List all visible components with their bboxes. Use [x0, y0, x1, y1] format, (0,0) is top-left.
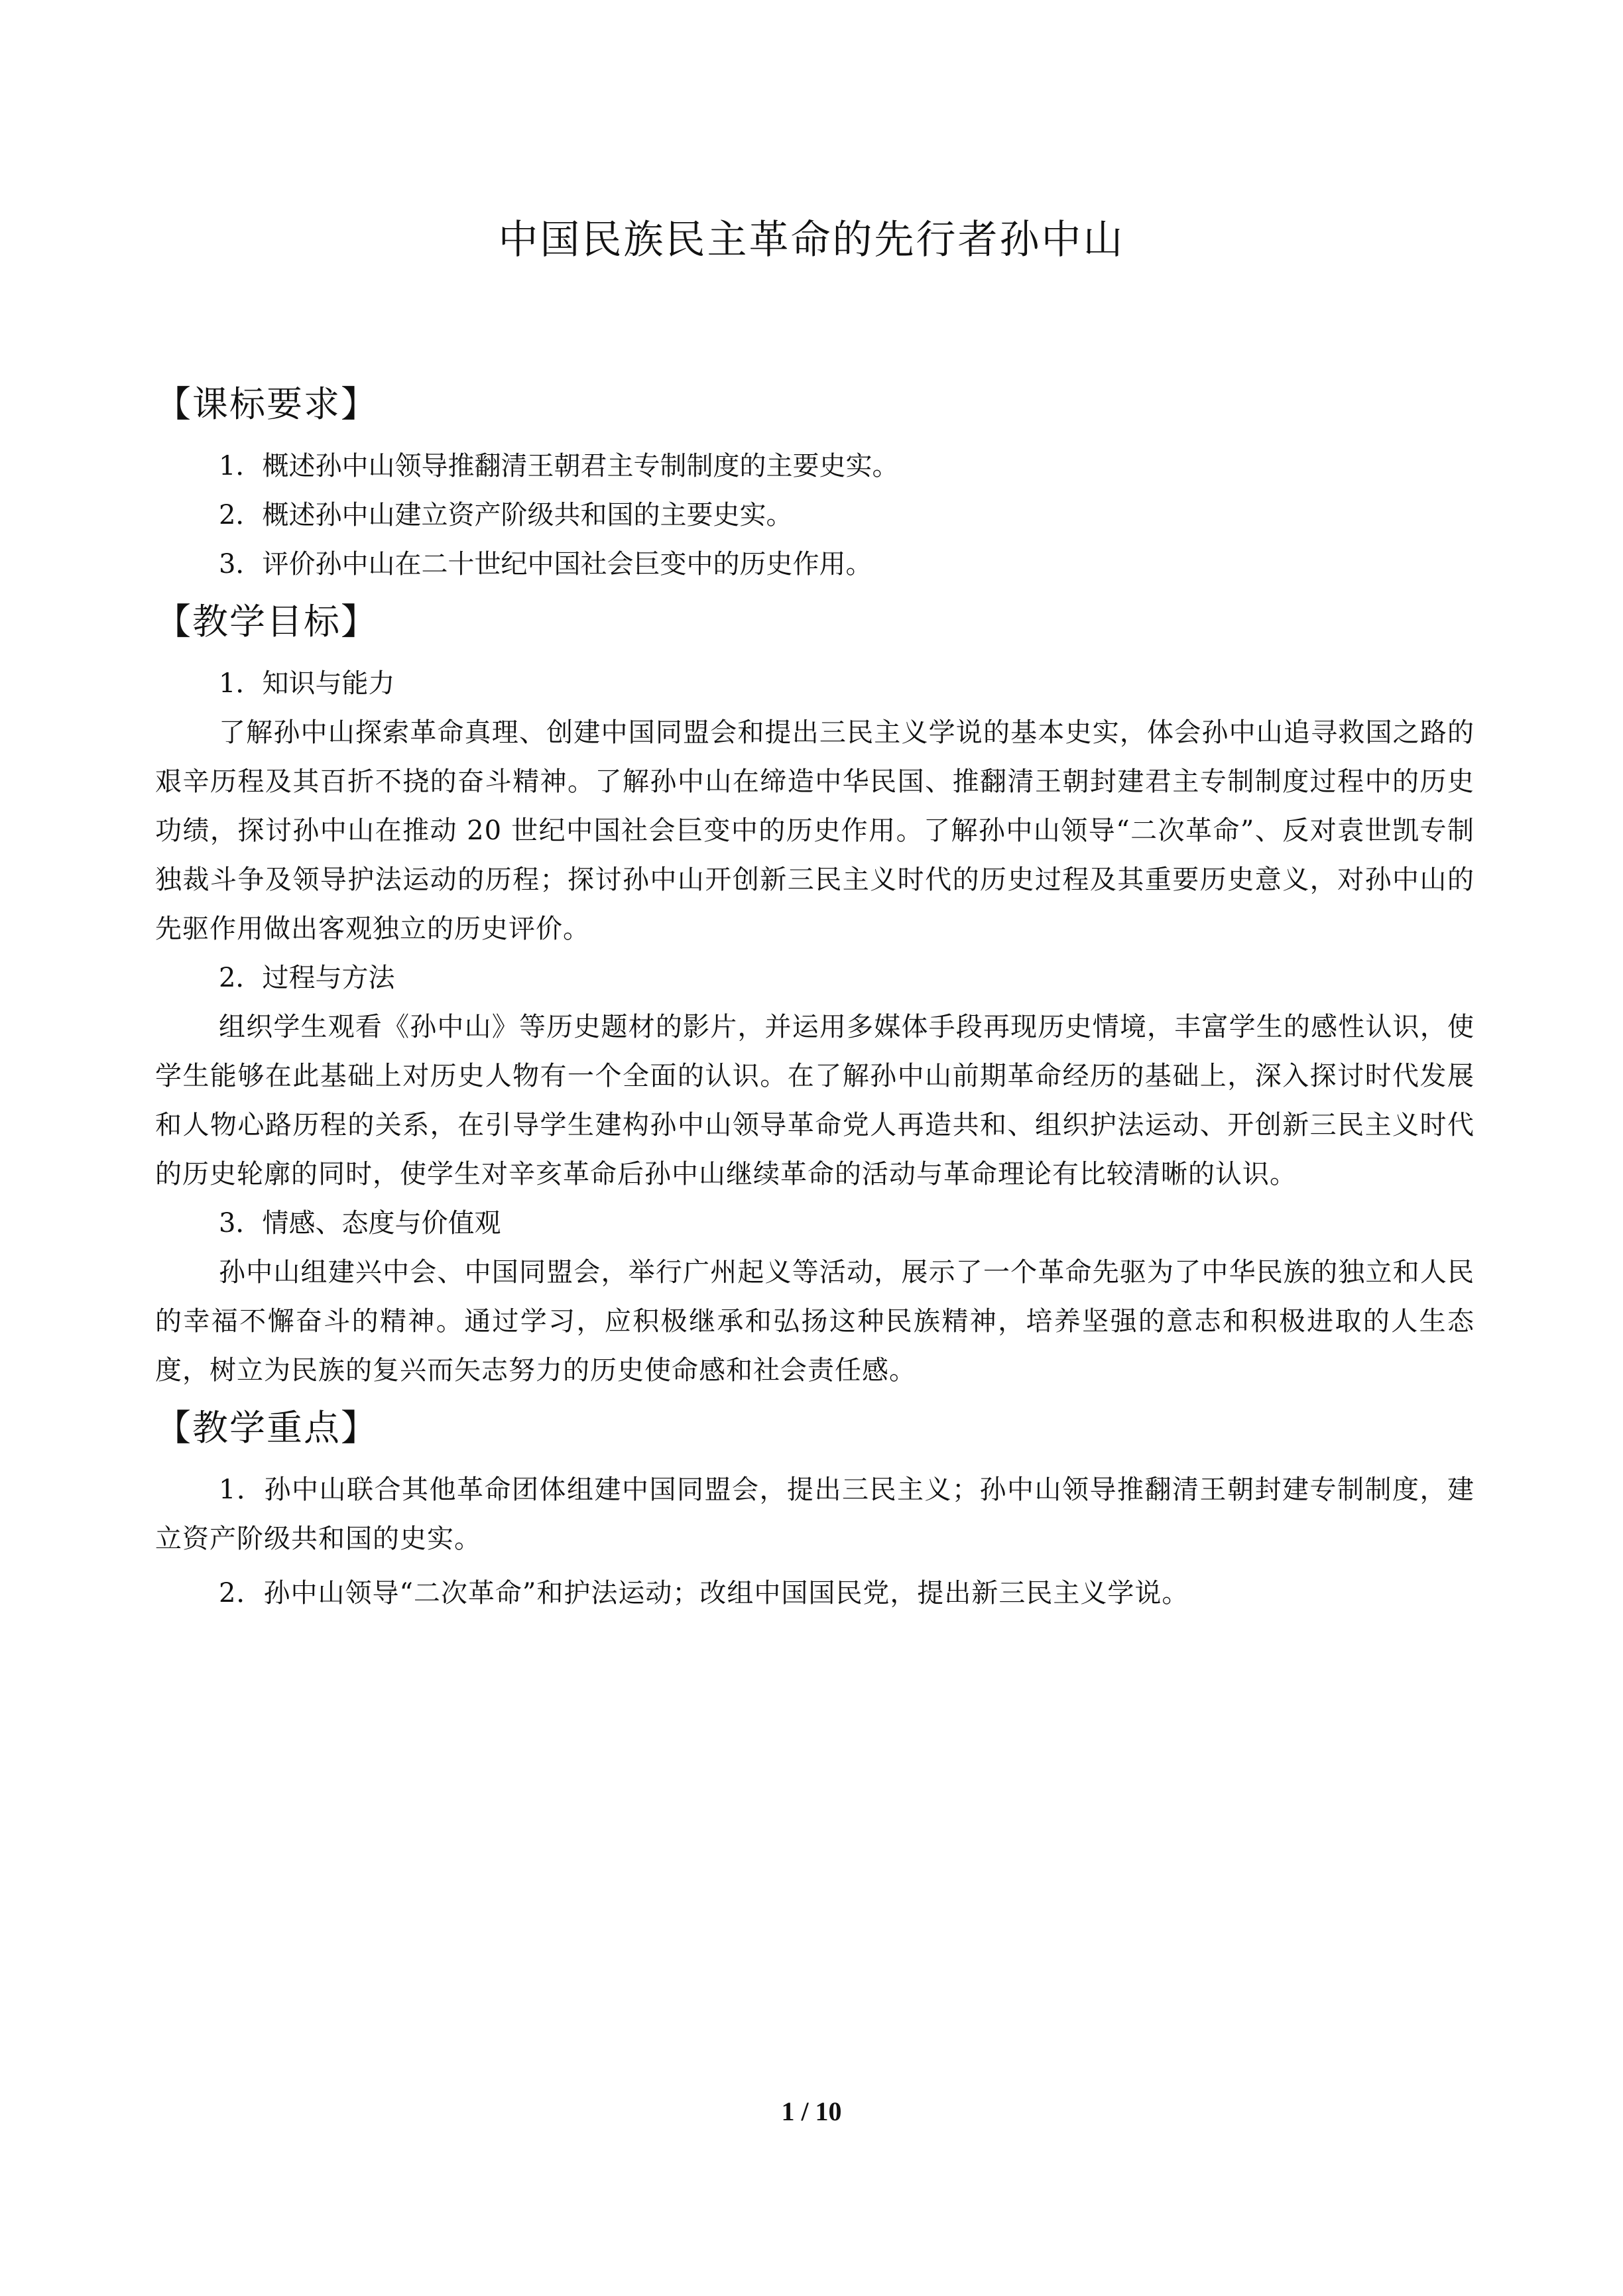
document-body	[155, 378, 1474, 1618]
page-number: 1 / 10	[781, 2096, 842, 2126]
curriculum-item: 1．概述孙中山领导推翻清王朝君主专制制度的主要史实。	[219, 451, 899, 481]
section-heading-key-points: 【教学重点】	[155, 1407, 378, 1449]
curriculum-item: 3．评价孙中山在二十世纪中国社会巨变中的历史作用。	[219, 549, 872, 579]
objective-subheading-values: 3．情感、态度与价值观	[219, 1208, 501, 1239]
document-title: 中国民族民主革命的先行者孙中山	[498, 217, 1125, 263]
key-point-item: 2．孙中山领导“二次革命”和护法运动；改组中国国民党，提出新三民主义学说。	[219, 1578, 1189, 1608]
objective-paragraph-process: 组织学生观看《孙中山》等历史题材的影片，并运用多媒体手段再现历史情境，丰富学生的感性认识，使学生能够在此基础上对历史人物有一个全面的认识。在了解孙中山前期革命经历的基础上，深入探讨时代发展和人物心路历程的关系，在引导学生建构孙中山领导革命党人再造共和、组织护法运动、开创新三民主义时代的历史轮廓的同时，使学生对辛亥革命后孙中山继续革命的活动与革命理论有比较清晰的认识。	[155, 1012, 1474, 1189]
objective-paragraph-values: 孙中山组建兴中会、中国同盟会，举行广州起义等活动，展示了一个革命先驱为了中华民族的独立和人民的幸福不懈奋斗的精神。通过学习，应积极继承和弘扬这种民族精神，培养坚强的意志和积极进取的人生态度，树立为民族的复兴而矢志努力的历史使命感和社会责任感。	[155, 1257, 1474, 1386]
curriculum-item: 2．概述孙中山建立资产阶级共和国的主要史实。	[219, 500, 793, 530]
key-point-item: 1．孙中山联合其他革命团体组建中国同盟会，提出三民主义；孙中山领导推翻清王朝封建专制制度，建立资产阶级共和国的史实。	[155, 1475, 1474, 1554]
objective-subheading-knowledge: 1．知识与能力	[219, 668, 395, 699]
section-heading-curriculum: 【课标要求】	[155, 383, 378, 425]
section-heading-objectives: 【教学目标】	[155, 601, 378, 642]
objective-subheading-process: 2．过程与方法	[219, 963, 395, 993]
objective-paragraph-knowledge: 了解孙中山探索革命真理、创建中国同盟会和提出三民主义学说的基本史实，体会孙中山追寻救国之路的艰辛历程及其百折不挠的奋斗精神。了解孙中山在缔造中华民国、推翻清王朝封建君主专制制度过程中的历史功绩，探讨孙中山在推动 20 世纪中国社会巨变中的历史作用。了解孙中山领导“二次革命”、反对袁世凯专制独裁斗争及领导护法运动的历程；探讨孙中山开创新三民主义时代的历史过程及其重要历史意义，对孙中山的先驱作用做出客观独立的历史评价。	[155, 717, 1474, 944]
